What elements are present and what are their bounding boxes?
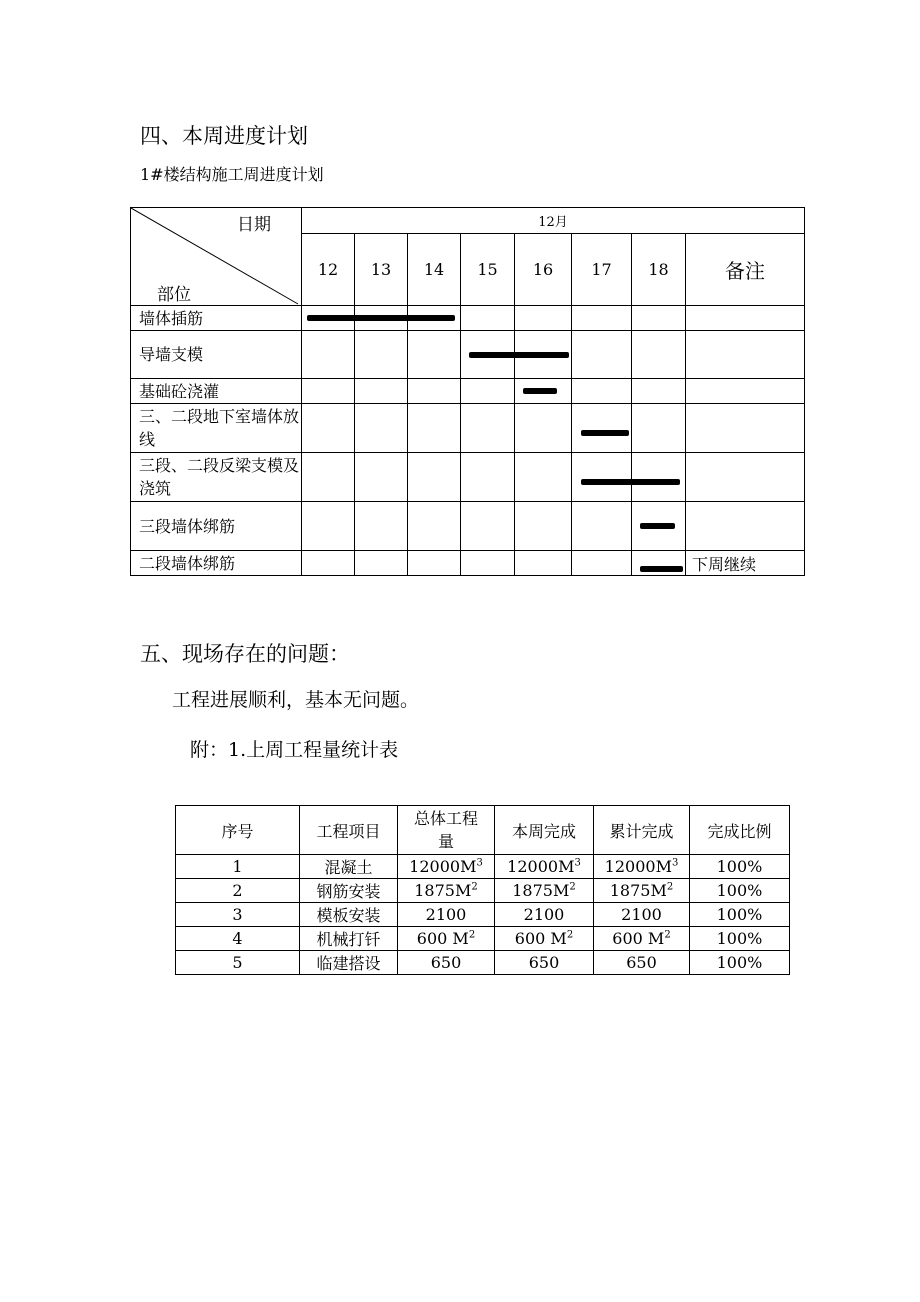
cell-no: 3: [176, 903, 300, 927]
column-header: 序号: [176, 806, 300, 855]
corner-date-label: 日期: [237, 215, 271, 235]
cell-cumulative: 2100: [594, 903, 690, 927]
row-label: 三、二段地下室墙体放线: [131, 404, 302, 453]
cell-item: 模板安装: [300, 903, 398, 927]
cell-cumulative: $1875M^2$: [594, 879, 690, 903]
row-remark: [686, 306, 805, 331]
gantt-corner-cell: [131, 208, 302, 306]
cell-no: 4: [176, 927, 300, 951]
problems-text: 工程进展顺利，基本无问题。: [172, 689, 420, 711]
day-header: 16: [515, 234, 572, 306]
cell-item: 临建搭设: [300, 951, 398, 975]
row-remark: [686, 404, 805, 453]
cell-no: 5: [176, 951, 300, 975]
cell-total: $1875M^2$: [398, 879, 495, 903]
column-header: 本周完成: [495, 806, 594, 855]
cell-week: 600 $M^2$: [495, 927, 594, 951]
row-label: 三段墙体绑筋: [131, 502, 302, 551]
row-remark: [686, 379, 805, 404]
section-4-title: 四、本周进度计划: [140, 124, 308, 148]
schedule-title: 1#楼结构施工周进度计划: [140, 165, 324, 184]
day-header: 18: [632, 234, 686, 306]
cell-item: 钢筋安装: [300, 879, 398, 903]
cell-item: 混凝土: [300, 855, 398, 879]
cell-week: 2100: [495, 903, 594, 927]
month-header: 12月: [302, 208, 805, 234]
day-header: 14: [408, 234, 461, 306]
appendix-title: 附：1.上周工程量统计表: [190, 739, 399, 761]
cell-cumulative: 600 $M^2$: [594, 927, 690, 951]
cell-ratio: 100%: [690, 927, 790, 951]
cell-no: 1: [176, 855, 300, 879]
gantt-schedule-table: [130, 207, 805, 576]
table-row: [176, 951, 790, 975]
cell-total: 650: [398, 951, 495, 975]
cell-item: 机械打钎: [300, 927, 398, 951]
column-header: 总体工程量: [398, 806, 495, 855]
row-label: 墙体插筋: [131, 306, 302, 331]
table-row: [131, 453, 805, 502]
table-row: [131, 331, 805, 379]
cell-cumulative: $12000M^3$: [594, 855, 690, 879]
day-header: 15: [461, 234, 515, 306]
cell-ratio: 100%: [690, 855, 790, 879]
row-label: 二段墙体绑筋: [131, 551, 302, 576]
cell-week: $12000M^3$: [495, 855, 594, 879]
row-remark: 下周继续: [686, 551, 805, 576]
row-label: 三段、二段反梁支模及浇筑: [131, 453, 302, 502]
column-header: 完成比例: [690, 806, 790, 855]
cell-total: 2100: [398, 903, 495, 927]
cell-total: 600 $M^2$: [398, 927, 495, 951]
row-label: 基础砼浇灌: [131, 379, 302, 404]
corner-part-label: 部位: [157, 285, 191, 305]
day-header: 13: [355, 234, 408, 306]
table-row: [176, 879, 790, 903]
table-row: [176, 855, 790, 879]
row-remark: [686, 453, 805, 502]
cell-ratio: 100%: [690, 903, 790, 927]
section-5-title: 五、现场存在的问题：: [140, 642, 350, 666]
column-header: 累计完成: [594, 806, 690, 855]
table-row: [131, 306, 805, 331]
column-header: 工程项目: [300, 806, 398, 855]
cell-no: 2: [176, 879, 300, 903]
day-header: 12: [302, 234, 355, 306]
table-row: [176, 903, 790, 927]
cell-cumulative: 650: [594, 951, 690, 975]
cell-total: $12000M^3$: [398, 855, 495, 879]
row-remark: [686, 502, 805, 551]
cell-week: $1875M^2$: [495, 879, 594, 903]
row-label: 导墙支模: [131, 331, 302, 379]
row-remark: [686, 331, 805, 379]
day-header: 17: [572, 234, 632, 306]
cell-ratio: 100%: [690, 951, 790, 975]
quantity-statistics-table: [175, 805, 790, 975]
table-row: [131, 502, 805, 551]
table-row: [176, 927, 790, 951]
table-row: [131, 379, 805, 404]
cell-ratio: 100%: [690, 879, 790, 903]
cell-week: 650: [495, 951, 594, 975]
table-row: [131, 551, 805, 576]
remark-header: 备注: [686, 234, 805, 306]
table-row: [131, 404, 805, 453]
